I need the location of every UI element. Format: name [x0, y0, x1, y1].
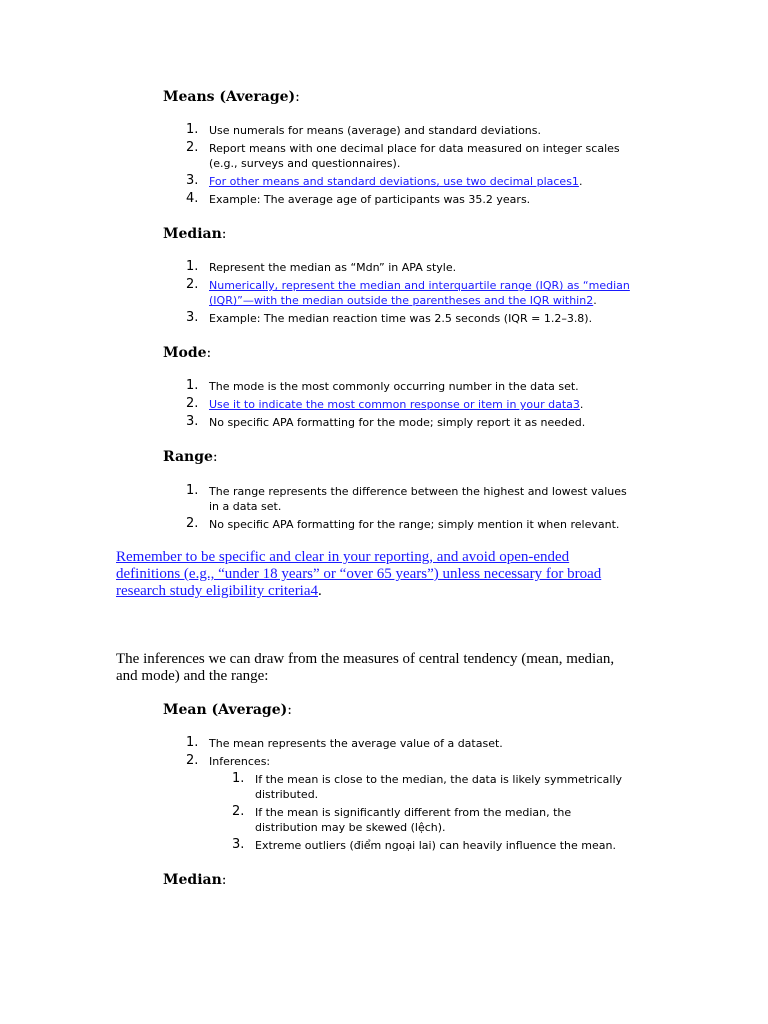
median-heading: Median: [163, 226, 227, 242]
mode-list [163, 379, 633, 433]
inferences-sublist [209, 772, 633, 853]
mean-list [163, 736, 633, 856]
means-list [163, 123, 633, 210]
inferences-intro: The inferences we can draw from the measures of central tendency (mean, median, and mode) and the range: [116, 651, 615, 684]
list-item: 1. Represent the median as “Mdn” in APA style. [186, 259, 457, 274]
reminder-paragraph: Remember to be specific and clear in your reporting, and avoid open-ended definitions (e.g., “under 18 years” or “over 65 years”) unless necessary for broad research study eligibility criteria4. [116, 549, 602, 599]
citation-link[interactable]: Remember to be specific and clear in your reporting, and avoid open-ended definitions (e.g., “under 18 years” or “over 65 years”) unless necessary for broad research study eligibility criteria4 [116, 549, 602, 599]
list-item: 1. Use numerals for means (average) and standard deviations. [186, 122, 542, 137]
median-list [163, 260, 633, 329]
list-item: 1. The range represents the difference between the highest and lowest values in a data set. [186, 483, 627, 513]
list-item: 2. Inferences: 1. If the mean is close to the median, the data is likely symmetrically distributed. 2. If the mean is significantly different from the median, the distribution may be skewed (lệch). 3. Extreme outliers (điểm ngoại lai) can heavily influence the mean. [163, 754, 633, 853]
sub-list-item: 2. If the mean is significantly different from the median, the distribution may be skewed (lệch). [232, 804, 572, 834]
list-item: 1. The mode is the most commonly occurring number in the data set. [186, 378, 579, 393]
mode-heading: Mode: [163, 345, 212, 361]
range-list [163, 484, 633, 535]
list-item: 1. The mean represents the average value of a dataset. [186, 735, 503, 750]
list-item: 4. Example: The average age of participants was 35.2 years. [186, 191, 531, 206]
list-item: 2. Numerically, represent the median and interquartile range (IQR) as “median (IQR)”—with the median outside the parentheses and the IQR within2. [186, 277, 630, 307]
citation-link[interactable]: For other means and standard deviations, use two decimal places1 [209, 175, 579, 188]
list-item: 3. No specific APA formatting for the mode; simply report it as needed. [186, 414, 586, 429]
list-item: 2. Report means with one decimal place for data measured on integer scales (e.g., surveys and questionnaires). [186, 140, 620, 170]
list-item: 3. Example: The median reaction time was 2.5 seconds (IQR = 1.2–3.8). [186, 310, 593, 325]
median-heading-2: Median: [163, 872, 227, 888]
means-heading: Means (Average): [163, 89, 300, 105]
mean-heading: Mean (Average): [163, 702, 292, 718]
sub-list-item: 3. Extreme outliers (điểm ngoại lai) can heavily influence the mean. [232, 837, 616, 852]
citation-link[interactable]: Numerically, represent the median and interquartile range (IQR) as “median (IQR)”—with the median outside the parentheses and the IQR within2 [209, 279, 630, 307]
citation-link[interactable]: Use it to indicate the most common response or item in your data3 [209, 398, 580, 411]
list-item: 3. For other means and standard deviations, use two decimal places1. [186, 173, 583, 188]
list-item: 2. No specific APA formatting for the range; simply mention it when relevant. [186, 516, 620, 531]
range-heading: Range: [163, 449, 218, 465]
sub-list-item: 1. If the mean is close to the median, the data is likely symmetrically distributed. [232, 771, 623, 801]
list-item: 2. Use it to indicate the most common response or item in your data3. [186, 396, 584, 411]
